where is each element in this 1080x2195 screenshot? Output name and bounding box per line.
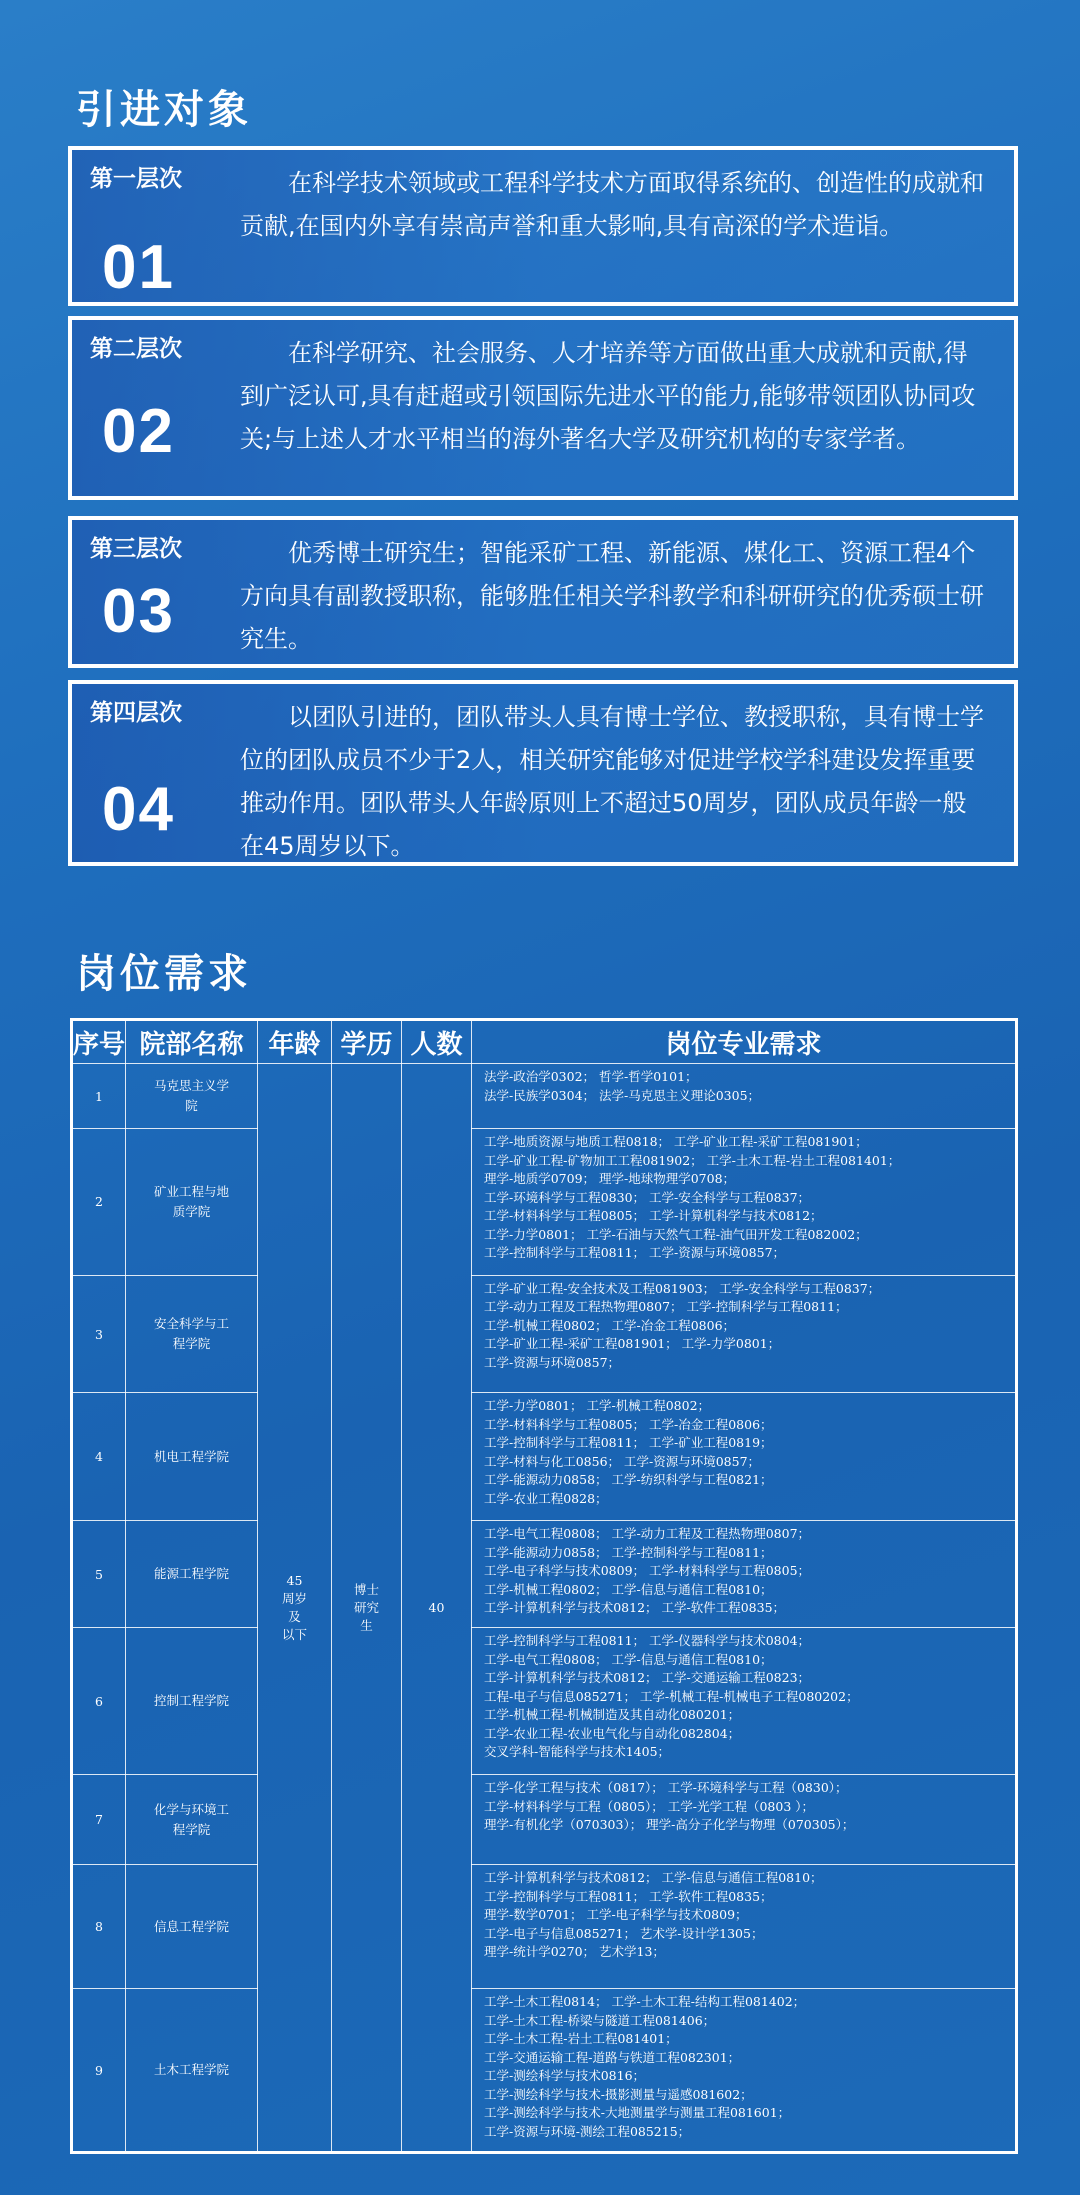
major-line: 工学-地质资源与地质工程0818； 工学-矿业工程-采矿工程081901；: [484, 1134, 868, 1150]
tier-number: 01: [102, 233, 175, 302]
major-line: 工学-材料科学与工程（0805）； 工学-光学工程（0803 ）；: [484, 1798, 815, 1814]
major-line: 工学-电子科学与技术0809； 工学-材料科学与工程0805；: [484, 1563, 811, 1579]
major-line: 工学-控制科学与工程0811； 工学-软件工程0835；: [484, 1888, 773, 1904]
major-line: 工程-电子与信息085271； 工学-机械工程-机械电子工程080202；: [484, 1688, 859, 1704]
major-line: 工学-土木工程-桥梁与隧道工程081406；: [484, 2012, 716, 2028]
row-dept: 矿业工程与地质学院: [126, 1129, 258, 1276]
row-dept: 信息工程学院: [126, 1865, 258, 1989]
row-count: 40: [402, 1064, 472, 2153]
tier-number: 03: [102, 577, 175, 646]
tier-number: 02: [102, 397, 175, 466]
major-line: 工学-测绘科学与技术-摄影测量与遥感081602；: [484, 2086, 753, 2102]
major-line: 工学-机械工程0802； 工学-信息与通信工程0810；: [484, 1581, 773, 1597]
major-line: 工学-土木工程-岩土工程081401；: [484, 2031, 678, 2047]
table-header-row: [72, 1020, 1017, 1064]
major-line: 工学-能源动力0858； 工学-纺织科学与工程0821；: [484, 1472, 773, 1488]
major-line: 工学-动力工程及工程热物理0807； 工学-控制科学与工程0811；: [484, 1299, 848, 1315]
major-line: 工学-农业工程-农业电气化与自动化082804；: [484, 1725, 741, 1741]
row-dept: 控制工程学院: [126, 1628, 258, 1775]
tier-label: 第一层次: [90, 165, 182, 192]
tier-card-4: [68, 680, 1018, 866]
major-line: 工学-控制科学与工程0811； 工学-矿业工程0819；: [484, 1435, 773, 1451]
tier-description: 以团队引进的，团队带头人具有博士学位、教授职称，具有博士学位的团队成员不少于2人，相关研究能够对促进学校学科建设发挥重要推动作用。团队带头人年龄原则上不超过50周岁，团队成员年龄一般在45周岁以下。: [240, 703, 984, 860]
position-requirements-table: [70, 1018, 1018, 2154]
row-majors: [472, 1989, 1017, 2153]
major-line: 工学-资源与环境-测绘工程085215；: [484, 2123, 691, 2139]
major-line: 理学-地质学0709； 理学-地球物理学0708；: [484, 1171, 736, 1187]
major-line: 工学-土木工程0814； 工学-土木工程-结构工程081402；: [484, 1994, 806, 2010]
major-line: 工学-环境科学与工程0830； 工学-安全科学与工程0837；: [484, 1189, 811, 1205]
major-line: 交叉学科-智能科学与技术1405；: [484, 1744, 671, 1760]
table-row: [72, 1393, 1017, 1521]
tier-card-2: [68, 316, 1018, 500]
row-majors: [472, 1775, 1017, 1865]
tier-label: 第三层次: [90, 535, 182, 562]
row-no: 6: [72, 1628, 126, 1775]
header-count: 人数: [402, 1020, 472, 1064]
major-line: 工学-矿业工程-采矿工程081901； 工学-力学0801；: [484, 1336, 781, 1352]
row-no: 5: [72, 1521, 126, 1628]
section-title-positions: 岗位需求: [76, 951, 252, 997]
major-line: 工学-能源动力0858； 工学-控制科学与工程0811；: [484, 1544, 773, 1560]
row-no: 8: [72, 1865, 126, 1989]
major-line: 工学-测绘科学与技术0816；: [484, 2068, 646, 2084]
row-age: 45 周岁 及 以下: [258, 1064, 332, 2153]
section-title-intro: 引进对象: [76, 87, 252, 133]
table-row: [72, 1129, 1017, 1276]
major-line: 工学-机械工程0802； 工学-冶金工程0806；: [484, 1317, 736, 1333]
major-line: 工学-矿业工程-安全技术及工程081903； 工学-安全科学与工程0837；: [484, 1280, 881, 1296]
tier-number: 04: [102, 775, 175, 844]
major-line: 工学-计算机科学与技术0812； 工学-软件工程0835；: [484, 1600, 786, 1616]
header-dept: 院部名称: [126, 1020, 258, 1064]
major-line: 工学-农业工程0828；: [484, 1490, 608, 1506]
major-line: 工学-控制科学与工程0811； 工学-资源与环境0857；: [484, 1245, 786, 1261]
row-majors: [472, 1064, 1017, 1129]
table-row: [72, 1628, 1017, 1775]
row-no: 1: [72, 1064, 126, 1129]
major-line: 工学-电子与信息085271； 艺术学-设计学1305；: [484, 1925, 764, 1941]
row-majors: [472, 1393, 1017, 1521]
header-major: 岗位专业需求: [472, 1020, 1017, 1064]
row-no: 9: [72, 1989, 126, 2153]
major-line: 法学-民族学0304； 法学-马克思主义理论0305；: [484, 1087, 761, 1103]
table-row: [72, 1064, 1017, 1129]
table-row: [72, 1865, 1017, 1989]
header-edu: 学历: [332, 1020, 402, 1064]
row-majors: [472, 1521, 1017, 1628]
major-line: 工学-材料科学与工程0805； 工学-冶金工程0806；: [484, 1416, 773, 1432]
major-line: 工学-电气工程0808； 工学-信息与通信工程0810；: [484, 1651, 773, 1667]
table-row: [72, 1989, 1017, 2153]
row-dept: 化学与环境工程学院: [126, 1775, 258, 1865]
row-majors: [472, 1628, 1017, 1775]
header-age: 年龄: [258, 1020, 332, 1064]
row-no: 4: [72, 1393, 126, 1521]
row-majors: [472, 1865, 1017, 1989]
row-dept: 机电工程学院: [126, 1393, 258, 1521]
major-line: 理学-有机化学（070303）； 理学-高分子化学与物理（070305）；: [484, 1817, 855, 1833]
major-line: 工学-计算机科学与技术0812； 工学-交通运输工程0823；: [484, 1670, 811, 1686]
major-line: 法学-政治学0302； 哲学-哲学0101；: [484, 1069, 698, 1084]
row-majors: [472, 1275, 1017, 1393]
table-row: [72, 1521, 1017, 1628]
table-body: [72, 1064, 1017, 2153]
major-line: 工学-材料科学与工程0805； 工学-计算机科学与技术0812；: [484, 1208, 823, 1224]
table-row: [72, 1275, 1017, 1393]
major-line: 工学-机械工程-机械制造及其自动化080201；: [484, 1707, 741, 1723]
major-line: 工学-材料与化工0856； 工学-资源与环境0857；: [484, 1453, 761, 1469]
row-no: 2: [72, 1129, 126, 1276]
major-line: 工学-力学0801； 工学-石油与天然气工程-油气田开发工程082002；: [484, 1226, 868, 1242]
table-row: [72, 1775, 1017, 1865]
tier-description: 在科学研究、社会服务、人才培养等方面做出重大成就和贡献,得到广泛认可,具有赶超或引领国际先进水平的能力,能够带领团队协同攻关;与上述人才水平相当的海外著名大学及研究机构的专家学者。: [240, 339, 976, 453]
tier-card-1: [68, 146, 1018, 306]
header-no: 序号: [72, 1020, 126, 1064]
major-line: 工学-矿业工程-矿物加工工程081902； 工学-土木工程-岩土工程081401；: [484, 1152, 901, 1168]
major-line: 理学-统计学0270； 艺术学13；: [484, 1944, 665, 1960]
tier-description: 在科学技术领域或工程科学技术方面取得系统的、创造性的成就和贡献,在国内外享有崇高声誉和重大影响,具有高深的学术造诣。: [240, 169, 984, 240]
row-edu: 博士 研究 生: [332, 1064, 402, 2153]
row-no: 7: [72, 1775, 126, 1865]
row-majors: [472, 1129, 1017, 1276]
major-line: 工学-控制科学与工程0811； 工学-仪器科学与技术0804；: [484, 1633, 811, 1649]
major-line: 理学-数学0701； 工学-电子科学与技术0809；: [484, 1907, 748, 1923]
tier-label: 第二层次: [90, 335, 182, 362]
major-line: 工学-计算机科学与技术0812； 工学-信息与通信工程0810；: [484, 1870, 823, 1886]
major-line: 工学-力学0801； 工学-机械工程0802；: [484, 1398, 711, 1414]
tier-card-3: [68, 516, 1018, 668]
row-dept: 马克思主义学院: [126, 1064, 258, 1129]
row-dept: 土木工程学院: [126, 1989, 258, 2153]
tier-description: 优秀博士研究生；智能采矿工程、新能源、煤化工、资源工程4个方向具有副教授职称，能够胜任相关学科教学和科研研究的优秀硕士研究生。: [240, 539, 984, 653]
major-line: 工学-电气工程0808； 工学-动力工程及工程热物理0807；: [484, 1526, 811, 1542]
major-line: 工学-资源与环境0857；: [484, 1354, 621, 1370]
major-line: 工学-化学工程与技术（0817）； 工学-环境科学与工程（0830）；: [484, 1780, 848, 1796]
row-dept: 安全科学与工程学院: [126, 1275, 258, 1393]
major-line: 工学-测绘科学与技术-大地测量学与测量工程081601；: [484, 2105, 791, 2121]
tier-label: 第四层次: [90, 699, 182, 726]
row-no: 3: [72, 1275, 126, 1393]
major-line: 工学-交通运输工程-道路与铁道工程082301；: [484, 2049, 741, 2065]
row-dept: 能源工程学院: [126, 1521, 258, 1628]
